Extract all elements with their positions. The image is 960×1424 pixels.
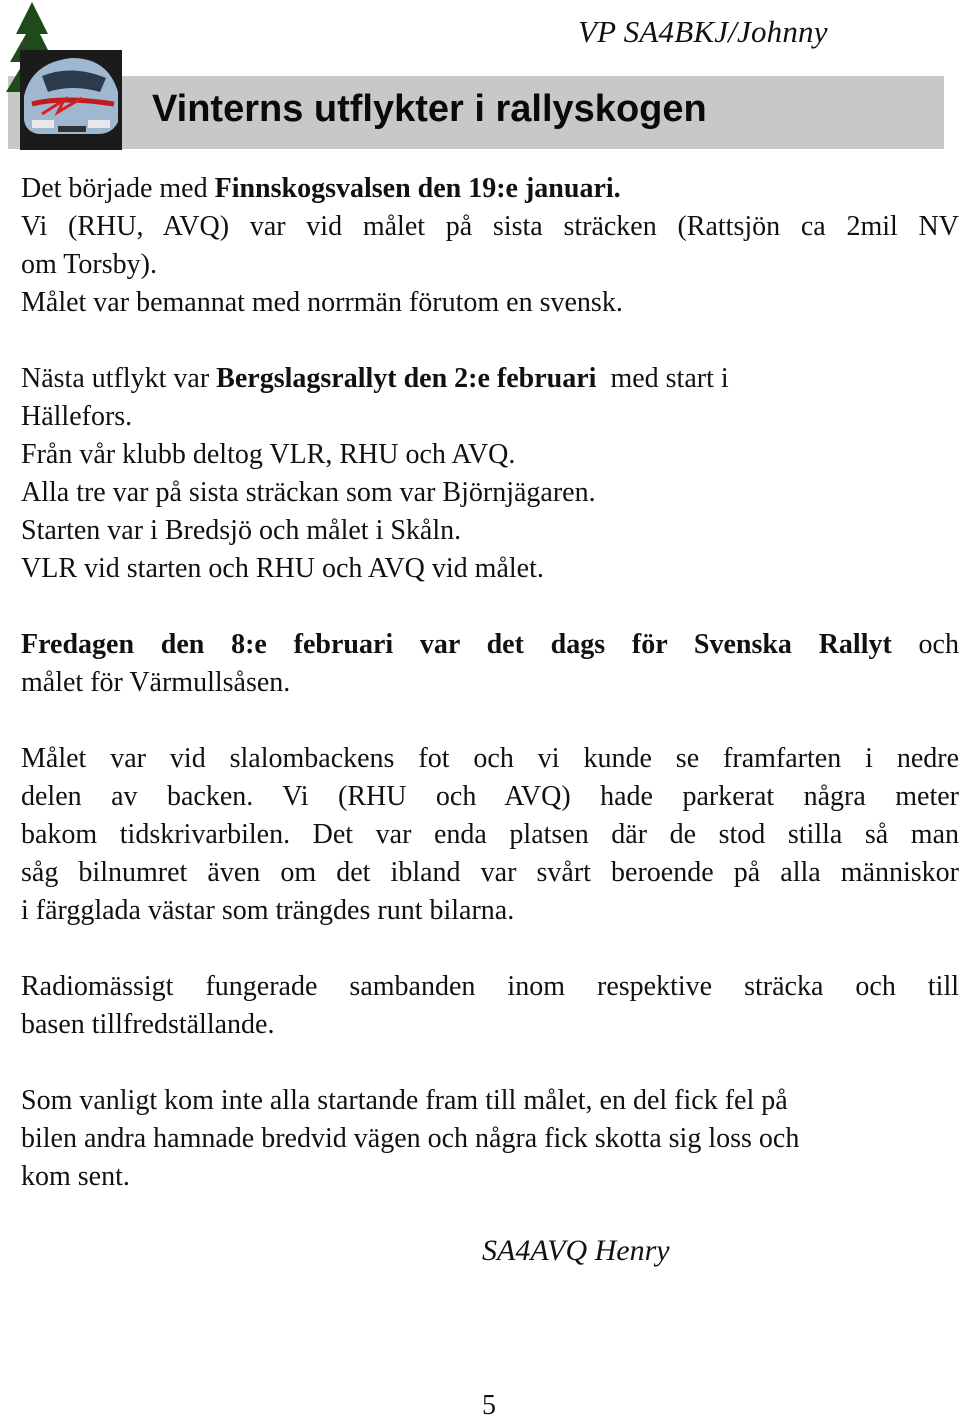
text-span: med start i <box>596 363 729 394</box>
text-line: i färgglada västar som trängdes runt bilarna. <box>21 895 515 926</box>
text-span: Nästa utflykt var <box>21 363 217 394</box>
header-author: VP SA4BKJ/Johnny <box>578 14 828 49</box>
paragraph-2 <box>21 360 959 588</box>
text-line: om Torsby). <box>21 249 157 280</box>
rally-car-logo <box>2 0 122 152</box>
paragraph-6 <box>21 1082 959 1196</box>
text-line <box>21 360 959 398</box>
paragraph-1 <box>21 170 959 322</box>
event-name: Fredagen den 8:e februari var det dags för Svenska Rallyt <box>21 629 892 660</box>
text-line: Alla tre var på sista sträckan som var Björnjägaren. <box>21 477 596 508</box>
text-line: Hällefors. <box>21 401 133 432</box>
text-line: delen av backen. Vi (RHU och AVQ) hade parkerat några meter <box>21 781 959 812</box>
text-line: Målet var bemannat med norrmän förutom en svensk. <box>21 287 623 318</box>
text-line: målet för Värmullsåsen. <box>21 667 291 698</box>
text-line: Vi (RHU, AVQ) var vid målet på sista sträcken (Rattsjön ca 2mil NV <box>21 211 959 242</box>
paragraph-4 <box>21 740 959 930</box>
text-line <box>21 626 959 664</box>
text-line: VLR vid starten och RHU och AVQ vid målet. <box>21 553 544 584</box>
text-line: Som vanligt kom inte alla startande fram till målet, en del fick fel på <box>21 1085 788 1116</box>
signature: SA4AVQ Henry <box>482 1234 670 1267</box>
text-line: basen tillfredställande. <box>21 1009 275 1040</box>
text-span: och <box>891 629 959 660</box>
page-title: Vinterns utflykter i rallyskogen <box>152 88 707 130</box>
rally-car-icon <box>20 50 122 150</box>
text-line: bilen andra hamnade bredvid vägen och några fick skotta sig loss och <box>21 1123 800 1154</box>
event-name: Finnskogsvalsen den 19:e januari. <box>214 173 621 204</box>
text-line: Radiomässigt fungerade sambanden inom respektive sträcka och till <box>21 971 959 1002</box>
event-name: Bergslagsrallyt den 2:e februari <box>216 363 597 394</box>
page-number: 5 <box>482 1390 496 1421</box>
text-line: Från vår klubb deltog VLR, RHU och AVQ. <box>21 439 516 470</box>
text-line: Starten var i Bredsjö och målet i Skåln. <box>21 515 462 546</box>
text-span: Det började med <box>21 173 215 204</box>
article-body <box>21 170 959 1196</box>
text-line: såg bilnumret även om det ibland var svårt beroende på alla människor <box>21 857 959 888</box>
paragraph-5 <box>21 968 959 1044</box>
paragraph-3 <box>21 626 959 702</box>
text-line: bakom tidskrivarbilen. Det var enda platsen där de stod stilla så man <box>21 819 959 850</box>
text-line: Målet var vid slalombackens fot och vi kunde se framfarten i nedre <box>21 743 959 774</box>
text-line: kom sent. <box>21 1161 130 1192</box>
text-line <box>21 170 959 208</box>
